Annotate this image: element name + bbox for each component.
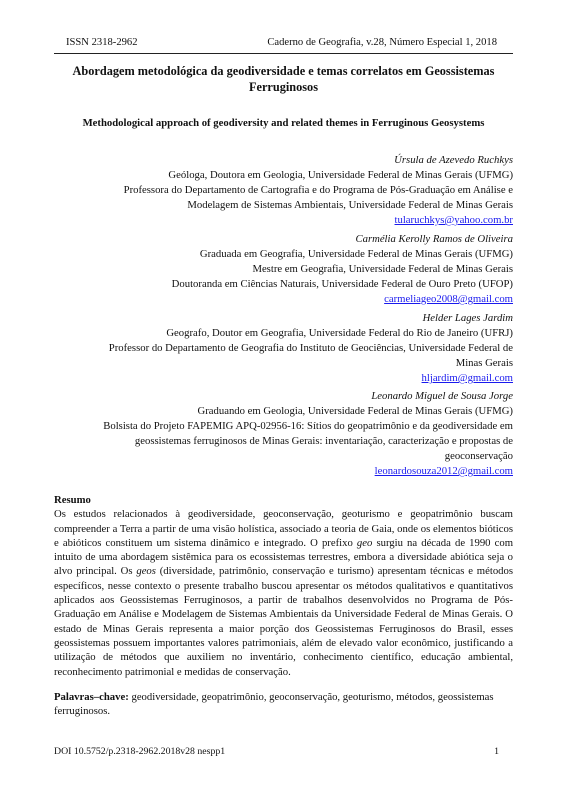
author-email-link[interactable]: hljardim@gmail.com xyxy=(421,372,513,384)
author-affiliation: Geóloga, Doutora em Geologia, Universidade Federal de Minas Gerais (UFMG) xyxy=(168,169,513,181)
abstract-term: geos xyxy=(136,565,156,578)
author-affiliation: Graduando em Geologia, Universidade Federal de Minas Gerais (UFMG) xyxy=(197,405,513,417)
author-affiliation: Modelagem de Sistemas Ambientais, Universidade Federal de Minas Gerais xyxy=(187,199,513,211)
issn: ISSN 2318-2962 xyxy=(66,37,138,48)
author-email-link[interactable]: carmeliageo2008@gmail.com xyxy=(384,293,513,305)
abstract-body xyxy=(54,507,513,679)
author-name: Carmélia Kerolly Ramos de Oliveira xyxy=(355,233,513,245)
page-number: 1 xyxy=(494,746,499,757)
running-header xyxy=(54,37,513,54)
author-email-link[interactable]: leonardosouza2012@gmail.com xyxy=(374,465,513,477)
author-email-link[interactable]: tularuchkys@yahoo.com.br xyxy=(394,214,513,226)
paper-title-english: Methodological approach of geodiversity and related themes in Ferruginous Geosystems xyxy=(82,117,485,129)
author-affiliation: geoconservação xyxy=(444,450,513,462)
author-affiliation: Minas Gerais xyxy=(455,357,513,369)
keywords-section xyxy=(54,690,513,719)
author-affiliation: Geografo, Doutor em Geografia, Universidade Federal do Rio de Janeiro (UFRJ) xyxy=(166,327,513,339)
author-name: Úrsula de Azevedo Ruchkys xyxy=(394,154,513,166)
abstract-term: geo xyxy=(356,536,373,549)
abstract-text: Os estudos relacionados à geodiversidade, geoconservação, geoturismo e geopatrimônio buscam compreender a Terra a partir de uma visão holística, associado a teoria de Gaia, onde os elementos bióticos e abióticos constituem um sistema dinâmico e integrado. O prefixo xyxy=(54,508,513,549)
keywords-text: geodiversidade, geopatrimônio, geoconservação, geoturismo, métodos, geossistemas ferruginosos. xyxy=(54,691,494,718)
author-affiliation: Professora do Departamento de Cartografia e do Programa de Pós-Graduação em Análise e xyxy=(123,184,513,196)
author-affiliation: Graduada em Geografia, Universidade Federal de Minas Gerais (UFMG) xyxy=(199,248,513,260)
author-block xyxy=(43,153,513,228)
journal-info: Caderno de Geografia, v.28, Número Especial 1, 2018 xyxy=(267,37,497,48)
paper-title: Abordagem metodológica da geodiversidade e temas correlatos em Geossistemas Ferruginosos xyxy=(72,64,495,94)
keywords-label: Palavras–chave: xyxy=(54,691,129,703)
author-affiliation: Doutoranda em Ciências Naturais, Universidade Federal de Ouro Preto (UFOP) xyxy=(171,278,513,290)
author-block xyxy=(43,389,513,479)
abstract-heading: Resumo xyxy=(54,494,91,506)
abstract-section xyxy=(54,493,513,679)
author-name: Leonardo Miguel de Sousa Jorge xyxy=(371,390,513,402)
author-affiliation: Mestre em Geografia, Universidade Federal de Minas Gerais xyxy=(252,263,513,275)
author-affiliation: Professor do Departamento de Geografia do Instituto de Geociências, Universidade Federal de xyxy=(108,342,513,354)
doi: DOI 10.5752/p.2318-2962.2018v28 nespp1 xyxy=(54,746,226,757)
author-affiliation: geossistemas ferruginosos de Minas Gerais: inventariação, caracterização e propostas de xyxy=(134,435,513,447)
author-block xyxy=(43,311,513,386)
author-affiliation: Bolsista do Projeto FAPEMIG APQ-02956-16: Sítios do geopatrimônio e da geodiversidade em xyxy=(103,420,513,432)
author-block xyxy=(43,232,513,307)
abstract-text: surgiu na década de 1990 com intuito de uma abordagem sistêmica para os ecossistemas terrestres, embora a diversidade abiótica seja o alvo principal. Os xyxy=(54,536,514,578)
author-name: Helder Lages Jardim xyxy=(422,312,513,324)
abstract-text: (diversidade, patrimônio, conservação e turismo) apresentam técnicas e métodos específicos, nesse contexto o presente trabalho buscou apresentar os métodos qualitativos e quantitativos aplicados aos Geossistemas Ferruginosos, a partir de trabalhos desenvolvidos no Programa de Pós-Graduação em Análise e Modelagem de Sistemas Ambientais da Universidade Federal de Minas Gerais. O estado de Minas Gerais representa a maior porção dos Geossistemas Ferruginosos do Brasil, esses geossistemas possuem importantes valores patrimoniais, além de elevado valor econômico, justificando a utilização de métodos que auxiliem no inventário, conhecimento científico, educação ambiental, reconhecimento patrimonial e medidas de conservação. xyxy=(54,565,514,678)
